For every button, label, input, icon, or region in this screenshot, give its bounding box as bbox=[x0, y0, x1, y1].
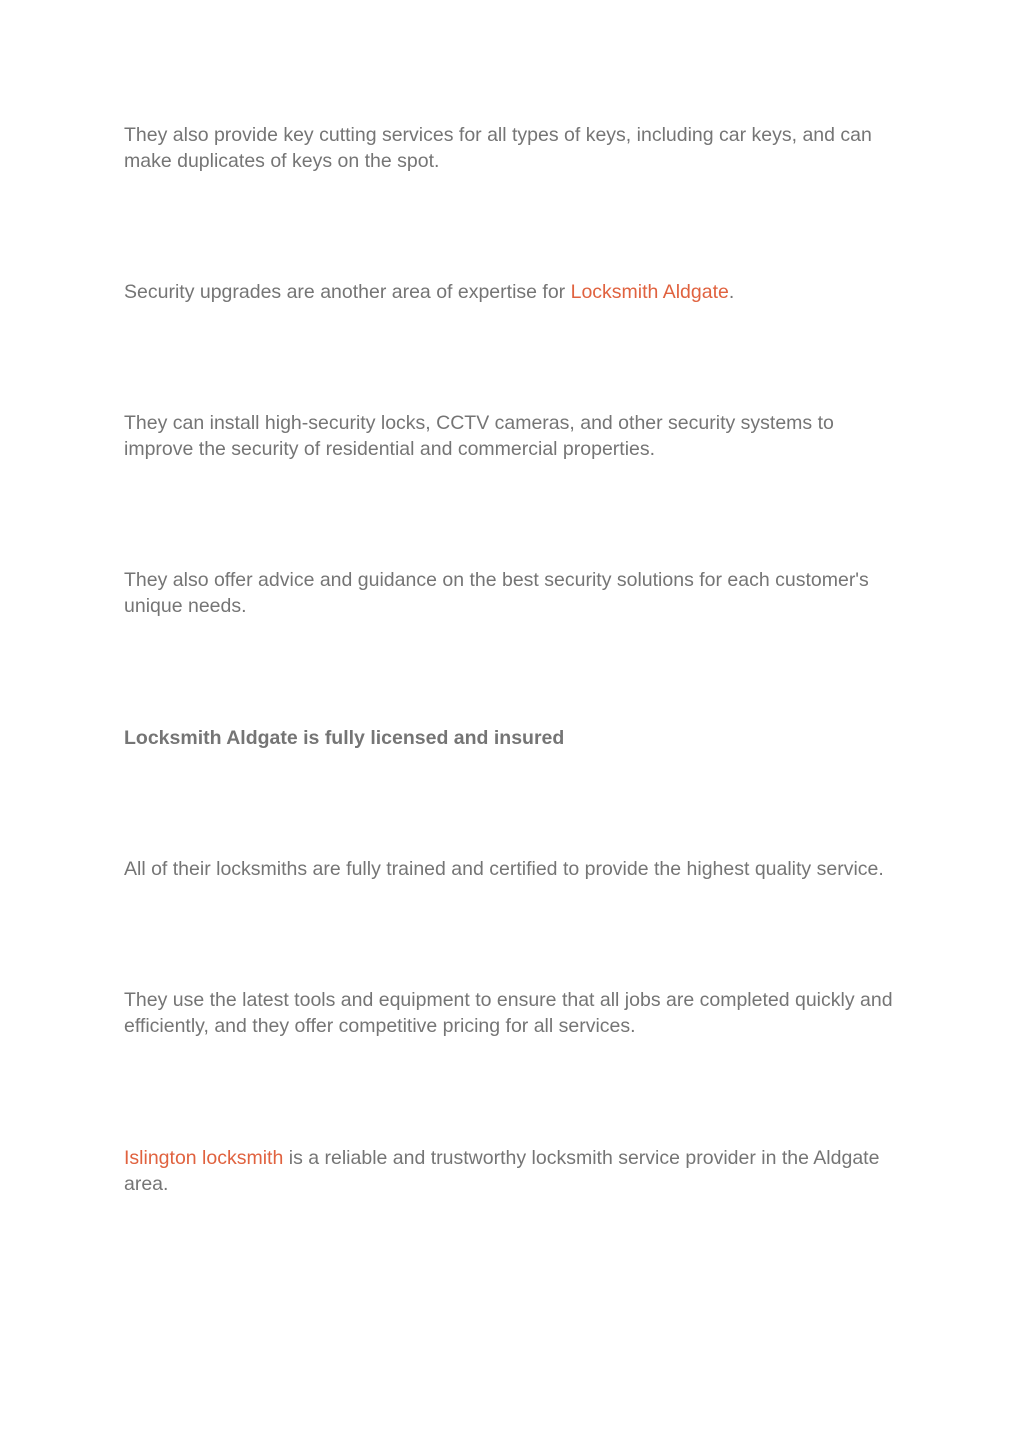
paragraph-text-end: . bbox=[728, 281, 735, 303]
locksmith-aldgate-link[interactable]: Locksmith Aldgate bbox=[570, 281, 729, 303]
paragraph-islington bbox=[124, 1145, 904, 1197]
section-heading: Locksmith Aldgate is fully licensed and insured bbox=[124, 727, 565, 749]
paragraph-security-upgrades bbox=[124, 279, 904, 305]
paragraph-advice: They also offer advice and guidance on the best security solutions for each customer's unique needs. bbox=[124, 569, 869, 617]
paragraph-key-cutting: They also provide key cutting services for all types of keys, including car keys, and can make duplicates of keys on the spot. bbox=[124, 124, 872, 172]
paragraph-tools: They use the latest tools and equipment to ensure that all jobs are completed quickly and efficiently, and they offer competitive pricing for all services. bbox=[124, 989, 893, 1037]
paragraph-trained: All of their locksmiths are fully trained and certified to provide the highest quality service. bbox=[124, 858, 884, 880]
paragraph-text: Security upgrades are another area of expertise for bbox=[124, 281, 571, 303]
paragraph-text-end: is a reliable and trustworthy locksmith service provider in the Aldgate area. bbox=[124, 1147, 880, 1195]
paragraph-install-locks: They can install high-security locks, CCTV cameras, and other security systems to improve the security of residential and commercial properties. bbox=[124, 412, 834, 460]
islington-locksmith-link[interactable]: Islington locksmith bbox=[124, 1147, 284, 1169]
